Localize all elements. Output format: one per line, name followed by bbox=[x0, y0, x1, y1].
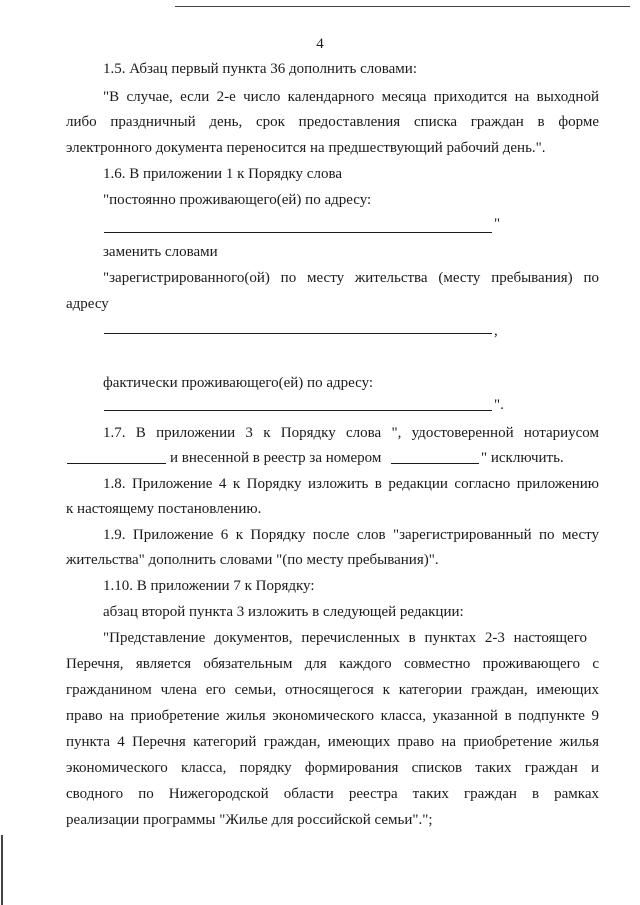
clause-1-10-text-line-4: право на приобретение жилья экономического класса, указанной в подпункте 9 bbox=[66, 708, 599, 724]
clause-1-7-line-2-middle: и внесенной в реестр за номером bbox=[170, 450, 382, 466]
clause-1-10-intro: абзац второй пункта 3 изложить в следующей редакции: bbox=[103, 604, 464, 620]
clause-1-6-new-comma: , bbox=[494, 323, 498, 339]
clause-1-8-line-1: 1.8. Приложение 4 к Порядку изложить в редакции согласно приложению bbox=[103, 476, 599, 492]
clause-1-5-quote-line-3: электронного документа переносится на предшествующий рабочий день.". bbox=[66, 140, 546, 156]
clause-1-10-text-line-3: гражданином члена его семьи, относящегося к категории граждан, имеющих bbox=[66, 682, 599, 698]
blank-line-registered-address bbox=[104, 333, 492, 334]
clause-1-6-old-close-quote: " bbox=[494, 216, 501, 232]
clause-1-6-replace-with: заменить словами bbox=[103, 244, 218, 260]
clause-1-5-quote-line-2: либо праздничный день, срок предоставления списка граждан в форме bbox=[66, 114, 599, 130]
clause-1-10-text-line-2: Перечня, является обязательным для каждого совместно проживающего с bbox=[66, 656, 599, 672]
clause-1-6-new-line-1: "зарегистрированного(ой) по месту жительства (месту пребывания) по bbox=[103, 270, 599, 286]
clause-1-9-line-2: жительства" дополнить словами "(по месту пребывания)". bbox=[66, 552, 439, 568]
clause-1-10-text-line-5: пункта 4 Перечня категорий граждан, имеющих право на приобретение жилья bbox=[66, 734, 599, 750]
clause-1-6-heading: 1.6. В приложении 1 к Порядку слова bbox=[103, 166, 342, 182]
clause-1-6-new-line-2: адресу bbox=[66, 296, 109, 312]
clause-1-5-quote-line-1: "В случае, если 2-е число календарного месяца приходится на выходной bbox=[103, 89, 599, 105]
clause-1-6-fact-close-quote: ". bbox=[494, 397, 504, 413]
clause-1-9-line-1: 1.9. Приложение 6 к Порядку после слов "зарегистрированный по месту bbox=[103, 527, 599, 543]
page-number: 4 bbox=[316, 36, 324, 52]
clause-1-10-text-line-8: реализации программы "Жилье для российской семьи"."; bbox=[66, 812, 433, 828]
clause-1-5-heading: 1.5. Абзац первый пункта 36 дополнить словами: bbox=[103, 61, 417, 77]
clause-1-10-text-line-1: "Представление документов, перечисленных в пунктах 2-3 настоящего bbox=[103, 630, 587, 646]
clause-1-6-fact-text: фактически проживающего(ей) по адресу: bbox=[103, 375, 374, 391]
clause-1-10-text-line-7: сводного по Нижегородской области реестра таких граждан в рамках bbox=[66, 786, 599, 802]
scan-edge-top bbox=[175, 6, 630, 7]
clause-1-8-line-2: к настоящему постановлению. bbox=[66, 501, 262, 517]
clause-1-7-line-2-end: " исключить. bbox=[481, 450, 564, 466]
scan-edge-left bbox=[1, 835, 3, 905]
blank-line-registry-number bbox=[391, 463, 479, 464]
blank-line-actual-address bbox=[104, 410, 492, 411]
blank-line-old-address bbox=[104, 232, 492, 233]
blank-line-notary bbox=[67, 463, 166, 464]
clause-1-7-line-1: 1.7. В приложении 3 к Порядку слова ", удостоверенной нотариусом bbox=[103, 425, 599, 441]
clause-1-10-text-line-6: экономического класса, порядку формирования списков таких граждан и bbox=[66, 760, 599, 776]
clause-1-10-heading: 1.10. В приложении 7 к Порядку: bbox=[103, 578, 315, 594]
clause-1-6-old-text: "постоянно проживающего(ей) по адресу: bbox=[103, 192, 372, 208]
